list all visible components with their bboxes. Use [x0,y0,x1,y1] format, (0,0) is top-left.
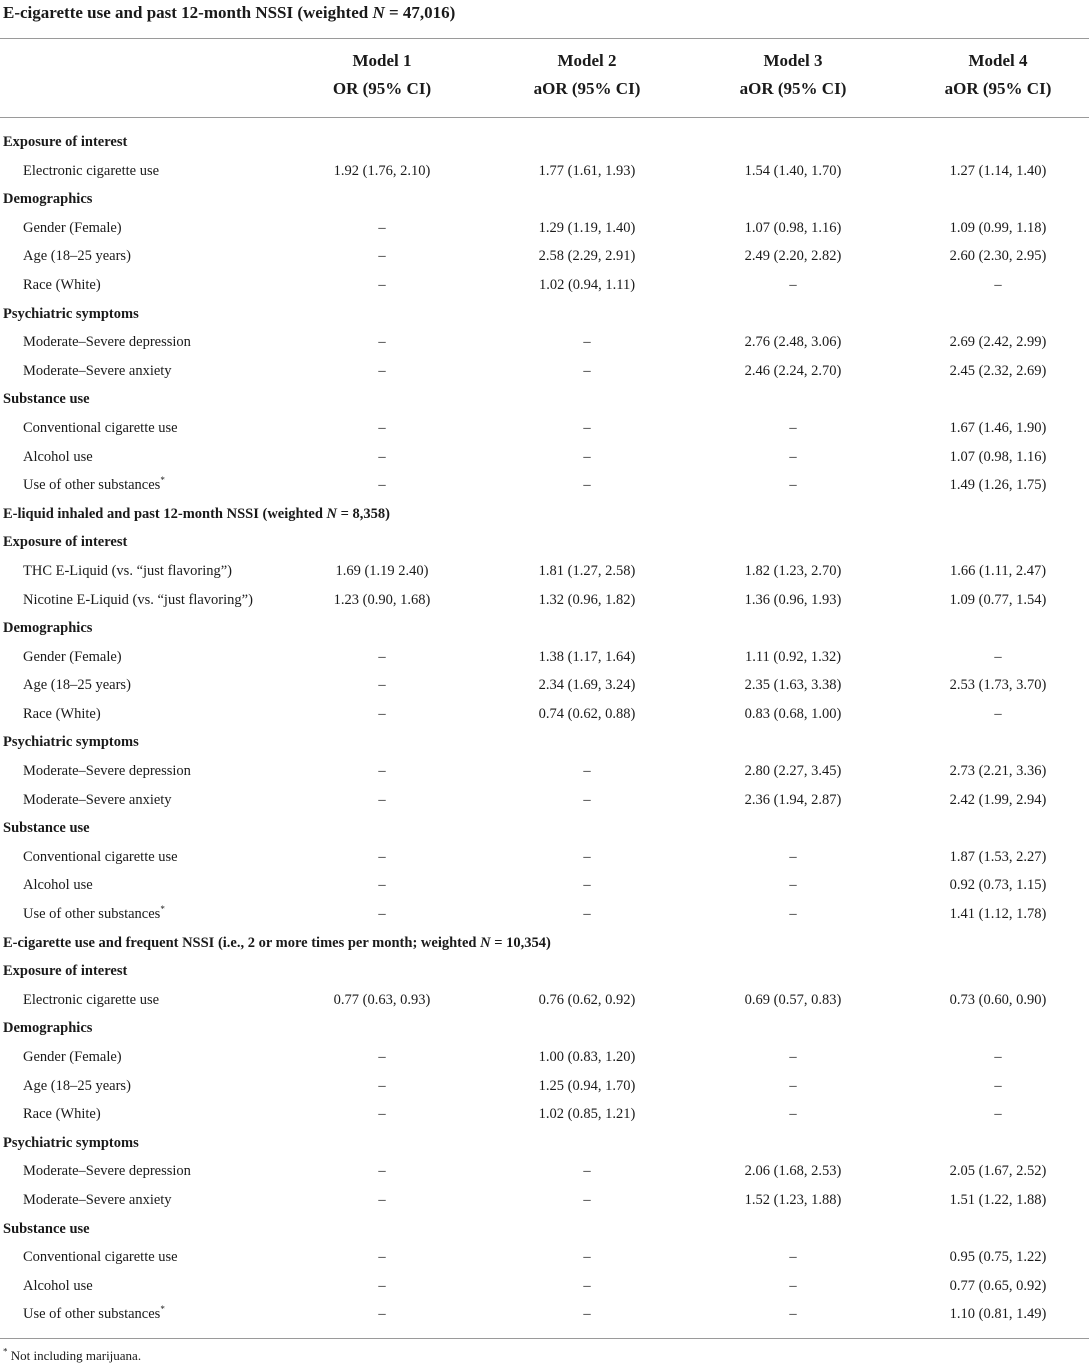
table-row [0,414,1089,443]
cell-model-4: 1.10 (0.81, 1.49) [949,1306,1047,1323]
header-rule [0,117,1089,118]
cell-model-2: – [583,1306,591,1323]
cell-model-3: – [789,1306,797,1323]
row-label [23,214,122,243]
cell-model-1: – [378,1249,386,1266]
table-row [0,843,1089,872]
cell-model-1: – [378,419,386,436]
cell-model-2: – [583,763,591,780]
cell-model-3: 2.36 (1.94, 2.87) [744,791,842,808]
column-header-model-4 [888,47,1089,103]
cell-model-3: 2.80 (2.27, 3.45) [744,763,842,780]
section-row [0,528,1089,557]
row-label [23,1186,172,1215]
cell-model-2: – [583,1249,591,1266]
row-label-text: Alcohol use [23,1277,93,1294]
cell-model-2: – [583,1163,591,1180]
table-row [0,1300,1089,1329]
row-label [23,271,101,300]
table-title [3,0,455,26]
row-label [23,157,159,186]
cell-model-2: 1.02 (0.94, 1.11) [538,276,636,293]
cell-model-4: 1.87 (1.53, 2.27) [949,848,1047,865]
row-label [23,900,165,929]
table-row [0,586,1089,615]
cell-model-2: – [583,1277,591,1294]
table-row [0,700,1089,729]
cell-model-1: 1.23 (0.90, 1.68) [333,591,431,608]
cell-model-4: 0.92 (0.73, 1.15) [949,877,1047,894]
panel-header-row [0,500,1089,529]
row-label [3,814,90,843]
cell-model-2: 2.34 (1.69, 3.24) [538,677,636,694]
cell-model-3: 2.35 (1.63, 3.38) [744,677,842,694]
row-label [3,185,92,214]
section-row [0,385,1089,414]
cell-model-1: 1.92 (1.76, 2.10) [333,162,431,179]
row-label-text: Exposure of interest [3,134,128,150]
row-label-text: Moderate–Severe depression [23,334,191,351]
panel-header-prefix: E-cigarette use and frequent NSSI (i.e., 2 or more times per month; weighted [3,934,481,951]
table-row [0,643,1089,672]
cell-model-1: – [378,877,386,894]
cell-model-2: 1.02 (0.85, 1.21) [538,1106,636,1123]
row-label-text: Moderate–Severe depression [23,763,191,780]
cell-model-4: – [994,276,1002,293]
row-label [3,929,551,958]
row-label [23,242,131,271]
cell-model-3: 1.11 (0.92, 1.32) [744,648,842,665]
table-row [0,157,1089,186]
panel-header-n-symbol: N [326,505,338,522]
section-row [0,128,1089,157]
cell-model-1: – [378,448,386,465]
cell-model-4: 0.95 (0.75, 1.22) [949,1249,1047,1266]
row-label-text: Race (White) [23,705,101,722]
cell-model-3: 0.83 (0.68, 1.00) [744,705,842,722]
row-label [23,1272,93,1301]
table-row [0,757,1089,786]
cell-model-4: – [994,1077,1002,1094]
row-label-text: Race (White) [23,276,101,293]
cell-model-4: 2.73 (2.21, 3.36) [949,763,1047,780]
cell-model-4: 1.66 (1.11, 2.47) [949,562,1047,579]
row-label-text: Gender (Female) [23,219,122,236]
cell-model-2: 1.25 (0.94, 1.70) [538,1077,636,1094]
cell-model-3: – [789,1277,797,1294]
cell-model-4: 2.69 (2.42, 2.99) [949,334,1047,351]
row-label [23,843,178,872]
cell-model-1: – [378,477,386,494]
row-label-text: Electronic cigarette use [23,991,160,1008]
cell-model-3: – [789,848,797,865]
title-prefix: E-cigarette use and past 12-month NSSI (weighted [3,3,373,22]
cell-model-2: – [583,1191,591,1208]
cell-model-4: 0.77 (0.65, 0.92) [949,1277,1047,1294]
row-label [23,471,165,500]
table-row [0,214,1089,243]
panel-header-suffix: = 8,358) [337,505,390,522]
row-label-text: Gender (Female) [23,648,122,665]
column-header-subtitle: aOR (95% CI) [739,79,847,98]
row-label [23,1243,178,1272]
table-row [0,328,1089,357]
cell-model-3: – [789,906,797,923]
cell-model-2: 2.58 (2.29, 2.91) [538,248,636,265]
row-label [23,586,253,615]
cell-model-3: – [789,276,797,293]
table-row [0,671,1089,700]
row-label-text: Gender (Female) [23,1049,122,1065]
cell-model-2: – [583,419,591,436]
row-label [23,786,172,815]
cell-model-1: – [378,1306,386,1323]
cell-model-3: – [789,877,797,894]
row-label-text: Moderate–Severe depression [23,1163,191,1180]
title-n-symbol: N [372,3,385,22]
cell-model-4: 1.07 (0.98, 1.16) [949,448,1047,465]
cell-model-4: 2.53 (1.73, 3.70) [949,677,1047,694]
row-label [23,1043,122,1072]
cell-model-2: 1.77 (1.61, 1.93) [538,162,636,179]
top-rule [0,38,1089,39]
cell-model-2: – [583,362,591,379]
cell-model-4: 1.09 (0.99, 1.18) [949,219,1047,236]
cell-model-2: – [583,477,591,494]
cell-model-1: – [378,677,386,694]
column-header-model-3 [683,47,903,103]
row-label [23,757,191,786]
cell-model-1: – [378,1277,386,1294]
cell-model-3: – [789,1049,797,1065]
footnote-marker: * [160,1304,165,1315]
cell-model-2: – [583,848,591,865]
row-label [3,614,92,643]
column-header-title: Model 3 [763,51,823,70]
row-label [23,1100,101,1129]
column-header-model-2 [477,47,697,103]
cell-model-4: 2.60 (2.30, 2.95) [949,248,1047,265]
cell-model-4: 1.41 (1.12, 1.78) [949,906,1047,923]
row-label-text: Race (White) [23,1106,101,1123]
cell-model-1: 0.77 (0.63, 0.93) [333,991,431,1008]
cell-model-4: 0.73 (0.60, 0.90) [949,991,1047,1008]
row-label [23,557,232,586]
cell-model-4: 1.67 (1.46, 1.90) [949,419,1047,436]
cell-model-2: 1.32 (0.96, 1.82) [538,591,636,608]
row-label [3,300,139,329]
column-header-model-1 [272,47,492,103]
cell-model-2: 0.74 (0.62, 0.88) [538,705,636,722]
table-row [0,1272,1089,1301]
cell-model-4: 1.09 (0.77, 1.54) [949,591,1047,608]
row-label-text: Exposure of interest [3,534,128,551]
cell-model-3: 2.49 (2.20, 2.82) [744,248,842,265]
row-label-text: Conventional cigarette use [23,419,178,436]
cell-model-4: – [994,1106,1002,1123]
footnote-text: Not including marijuana. [7,1348,142,1363]
row-label-text: Age (18–25 years) [23,248,131,265]
table-row [0,242,1089,271]
cell-model-2: 0.76 (0.62, 0.92) [538,991,636,1008]
cell-model-2: 1.29 (1.19, 1.40) [538,219,636,236]
row-label [23,643,122,672]
cell-model-1: 1.69 (1.19 2.40) [335,562,429,579]
row-label-text: Demographics [3,191,93,208]
cell-model-4: 1.49 (1.26, 1.75) [949,477,1047,494]
cell-model-4: 1.27 (1.14, 1.40) [949,162,1047,179]
table-row [0,1072,1089,1101]
row-label-text: Use of other substances [23,477,161,494]
row-label-text: Psychiatric symptoms [3,734,139,751]
row-label [3,1215,90,1244]
row-label [3,957,127,986]
cell-model-4: – [994,648,1002,665]
row-label [23,357,172,386]
section-row [0,300,1089,329]
cell-model-2: – [583,334,591,351]
row-label [3,1014,92,1043]
row-label [3,1129,139,1158]
footnote-marker: * [160,475,165,486]
title-suffix: = 47,016) [384,3,456,22]
column-header-subtitle: aOR (95% CI) [533,79,641,98]
table-row [0,443,1089,472]
cell-model-3: 2.06 (1.68, 2.53) [744,1163,842,1180]
table-row [0,471,1089,500]
column-header-title: Model 2 [557,51,617,70]
cell-model-1: – [378,1191,386,1208]
row-label [23,443,93,472]
row-label [23,328,191,357]
row-label-text: Substance use [3,820,90,837]
row-label-text: THC E-Liquid (vs. “just flavoring”) [23,562,232,579]
panel-header-n-symbol: N [480,934,491,951]
row-label-text: Moderate–Severe anxiety [23,791,172,808]
table-row [0,1157,1089,1186]
column-header-title: Model 4 [968,51,1028,70]
row-label-text: Nicotine E-Liquid (vs. “just flavoring”) [23,591,253,608]
section-row [0,728,1089,757]
row-label-text: Conventional cigarette use [23,848,178,865]
cell-model-3: – [789,477,797,494]
row-label [3,500,390,529]
row-label [3,728,139,757]
cell-model-1: – [378,705,386,722]
row-label-text: Demographics [3,1020,93,1037]
cell-model-3: 0.69 (0.57, 0.83) [744,991,842,1008]
cell-model-1: – [378,362,386,379]
row-label [23,671,131,700]
row-label-text: Psychiatric symptoms [3,1134,139,1151]
row-label [23,871,93,900]
cell-model-3: 1.36 (0.96, 1.93) [744,591,842,608]
table-row [0,986,1089,1015]
table-row [0,1100,1089,1129]
row-label-text: Demographics [3,620,93,637]
section-row [0,1129,1089,1158]
table-row [0,557,1089,586]
row-label-text: Age (18–25 years) [23,1077,131,1094]
table-row [0,1243,1089,1272]
table-row [0,1186,1089,1215]
table-row [0,357,1089,386]
cell-model-1: – [378,906,386,923]
bottom-rule [0,1338,1089,1339]
cell-model-1: – [378,763,386,780]
cell-model-4: 2.45 (2.32, 2.69) [949,362,1047,379]
footnote-marker: * [160,904,165,915]
cell-model-1: – [378,1163,386,1180]
row-label [23,986,159,1015]
row-label-text: Age (18–25 years) [23,677,131,694]
panel-header-suffix: = 10,354) [490,934,551,951]
cell-model-3: – [789,1077,797,1094]
cell-model-4: 2.42 (1.99, 2.94) [949,791,1047,808]
section-row [0,1215,1089,1244]
cell-model-3: 2.46 (2.24, 2.70) [744,362,842,379]
table-body [0,128,1089,1329]
section-row [0,614,1089,643]
table-row [0,871,1089,900]
row-label-text: Conventional cigarette use [23,1249,178,1266]
row-label-text: Psychiatric symptoms [3,305,139,322]
row-label [3,528,127,557]
section-row [0,1014,1089,1043]
table-row [0,900,1089,929]
cell-model-3: 1.82 (1.23, 2.70) [744,562,842,579]
row-label [23,1072,131,1101]
cell-model-2: – [583,906,591,923]
cell-model-1: – [378,1049,386,1065]
column-header-subtitle: aOR (95% CI) [944,79,1052,98]
cell-model-1: – [378,276,386,293]
section-row [0,185,1089,214]
cell-model-4: – [994,705,1002,722]
cell-model-2: 1.38 (1.17, 1.64) [538,648,636,665]
row-label [3,128,127,157]
row-label [3,385,90,414]
cell-model-1: – [378,848,386,865]
row-label-text: Alcohol use [23,877,93,894]
cell-model-3: 2.76 (2.48, 3.06) [744,334,842,351]
cell-model-4: 1.51 (1.22, 1.88) [949,1191,1047,1208]
column-header-title: Model 1 [352,51,412,70]
row-label-text: Electronic cigarette use [23,162,160,179]
row-label [23,1300,165,1329]
cell-model-1: – [378,1077,386,1094]
cell-model-3: – [789,1106,797,1123]
table-row [0,1043,1089,1072]
cell-model-1: – [378,1106,386,1123]
table-row [0,271,1089,300]
cell-model-1: – [378,791,386,808]
row-label-text: Substance use [3,1220,90,1237]
column-header-subtitle: OR (95% CI) [332,79,432,98]
cell-model-3: 1.54 (1.40, 1.70) [744,162,842,179]
section-row [0,957,1089,986]
cell-model-1: – [378,334,386,351]
row-label [23,414,178,443]
cell-model-3: 1.52 (1.23, 1.88) [744,1191,842,1208]
footnote [3,1346,141,1366]
cell-model-2: 1.81 (1.27, 2.58) [538,562,636,579]
cell-model-2: – [583,791,591,808]
footnote-mark: * [3,1346,8,1357]
row-label [23,1157,191,1186]
row-label-text: Exposure of interest [3,963,128,980]
cell-model-1: – [378,248,386,265]
section-row [0,814,1089,843]
cell-model-2: 1.00 (0.83, 1.20) [538,1049,636,1065]
cell-model-3: – [789,419,797,436]
panel-header-prefix: E-liquid inhaled and past 12-month NSSI (weighted [3,505,327,522]
panel-header-row [0,929,1089,958]
cell-model-1: – [378,648,386,665]
cell-model-4: 2.05 (1.67, 2.52) [949,1163,1047,1180]
row-label-text: Alcohol use [23,448,93,465]
cell-model-4: – [994,1049,1002,1065]
row-label [23,700,101,729]
table-row [0,786,1089,815]
cell-model-3: – [789,448,797,465]
cell-model-3: 1.07 (0.98, 1.16) [744,219,842,236]
row-label-text: Use of other substances [23,906,161,923]
cell-model-2: – [583,877,591,894]
row-label-text: Use of other substances [23,1306,161,1323]
row-label-text: Moderate–Severe anxiety [23,362,172,379]
cell-model-3: – [789,1249,797,1266]
row-label-text: Moderate–Severe anxiety [23,1191,172,1208]
cell-model-2: – [583,448,591,465]
cell-model-1: – [378,219,386,236]
row-label-text: Substance use [3,391,90,408]
